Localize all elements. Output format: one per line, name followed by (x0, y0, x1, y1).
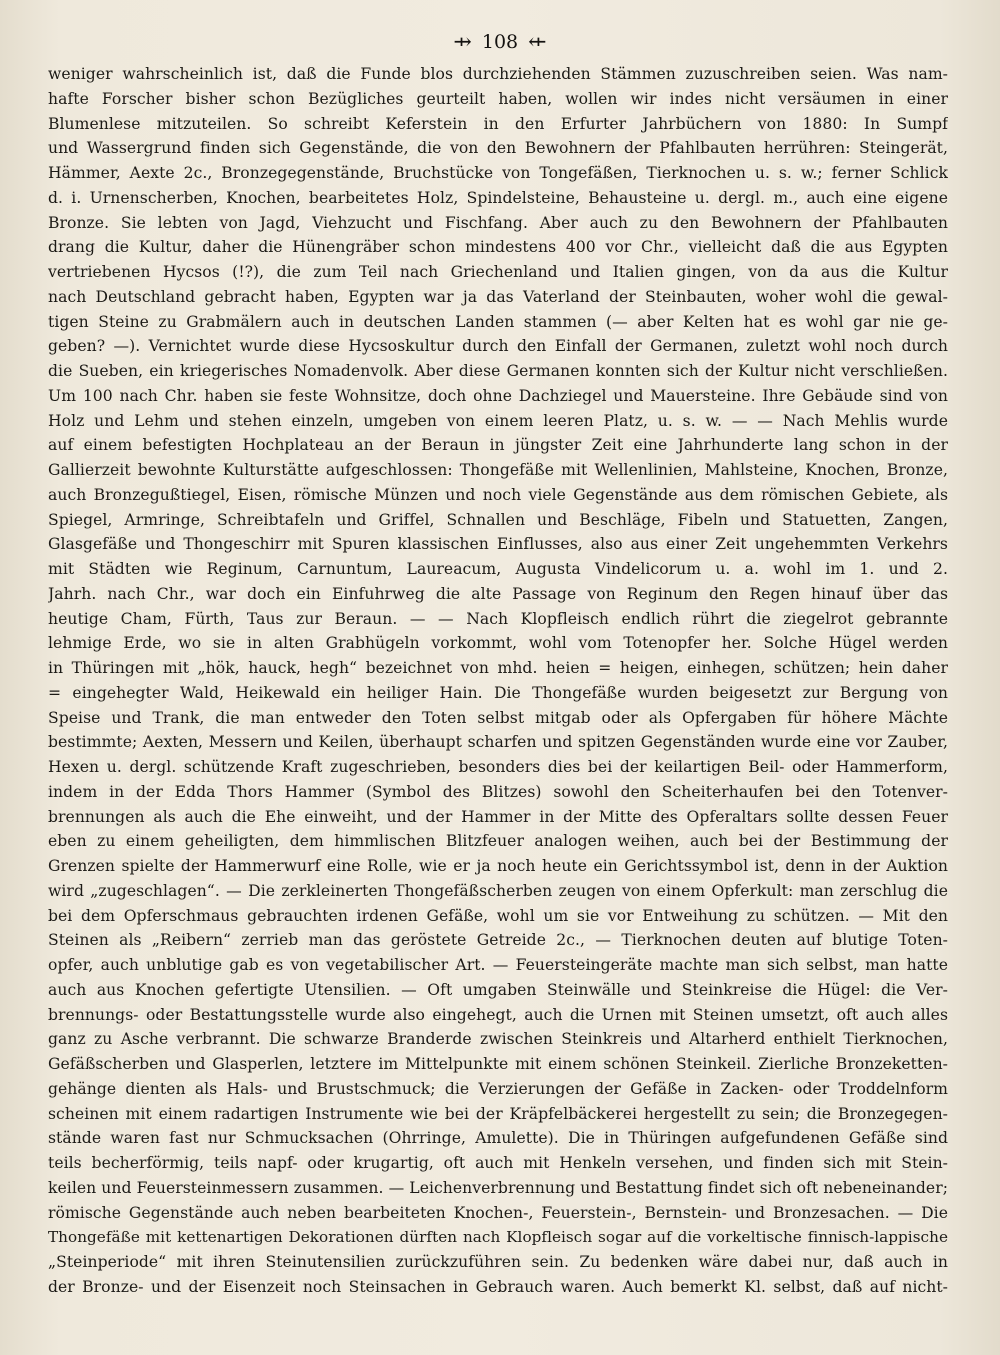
text-line: Steinen als „Reibern“ zerrieb man das geröstete Getreide 2c., — Tierknochen deuten auf blutige Toten- (48, 931, 948, 950)
text-line: tigen Steine zu Grabmälern auch in deutschen Landen stammen (— aber Kelten hat es wohl gar nie ge- (48, 312, 948, 331)
text-line: heutige Cham, Fürth, Taus zur Beraun. — — Nach Klopfleisch endlich rührt die ziegelrot gebrannte (48, 609, 948, 628)
text-line: Bronze. Sie lebten von Jagd, Viehzucht und Fischfang. Aber auch zu den Bewohnern der Pfahlbauten (48, 213, 948, 232)
text-line: Hexen u. dergl. schützende Kraft zugeschrieben, besonders dies bei der keilartigen Beil- oder Hammerform, (48, 758, 948, 776)
text-line: Spiegel, Armringe, Schreibtafeln und Griffel, Schnallen und Beschläge, Fibeln und Statuetten, Zangen, (48, 510, 948, 529)
text-line: Thongefäße mit kettenartigen Dekorationen dürften nach Klopfleisch sogar auf die vorkeltische finnisch-lappische (48, 1228, 948, 1247)
page-number: 108 (481, 31, 519, 53)
text-line: geben? —). Vernichtet wurde diese Hycsoskultur durch den Einfall der Germanen, zuletzt wohl noch durch (48, 337, 948, 356)
text-line: Hämmer, Aexte 2c., Bronzegegenstände, Bruchstücke von Tongefäßen, Tierknochen u. s. w.; ferner Schlick (48, 164, 948, 182)
text-line: lehmige Erde, wo sie in alten Grabhügeln vorkommt, wohl vom Totenopfer her. Solche Hügel werden (48, 634, 948, 653)
text-line: „Steinperiode“ mit ihren Steinutensilien zurückzuführen sein. Zu bedenken wäre dabei nur, daß auch in (48, 1253, 948, 1271)
text-line: keilen und Feuersteinmessern zusammen. — Leichenverbrennung und Bestattung findet sich oft nebeneinander; (48, 1178, 948, 1197)
text-line: auf einem befestigten Hochplateau an der Beraun in jüngster Zeit eine Jahrhunderte lang schon in der (48, 436, 948, 455)
text-line: Gefäßscherben und Glasperlen, letztere im Mittelpunkte mit einem schönen Steinkeil. Zierliche Bronzeketten- (48, 1055, 948, 1073)
text-line: teils becherförmig, teils napf- oder krugartig, oft auch mit Henkeln versehen, und finden sich mit Stein- (48, 1154, 948, 1172)
text-line: römische Gegenstände auch neben bearbeiteten Knochen-, Feuerstein-, Bernstein- und Bronzesachen. — Die (48, 1203, 948, 1222)
text-line: Blumenlese mitzuteilen. So schreibt Keferstein in den Erfurter Jahrbüchern von 1880: In Sumpf (48, 114, 948, 133)
text-line: weniger wahrscheinlich ist, daß die Funde blos durchziehenden Stämmen zuzuschreiben seien. Was nam- (48, 65, 948, 83)
text-line: = eingehegter Wald, Heikewald ein heiliger Hain. Die Thongefäße wurden beigesetzt zur Bergung von (48, 683, 948, 702)
text-line: und Wassergrund finden sich Gegenstände, die von den Bewohnern der Pfahlbauten herrühren: Steingerät, (48, 139, 948, 158)
text-line: scheinen mit einem radartigen Instrumente wie bei der Kräpfelbäckerei hergestellt zu sein; die Bronzegegen- (48, 1104, 948, 1123)
text-line: nach Deutschland gebracht haben, Egypten war ja das Vaterland der Steinbauten, woher wohl die gewal- (48, 287, 948, 306)
text-line: d. i. Urnenscherben, Knochen, bearbeitetes Holz, Spindelsteine, Behausteine u. dergl. m., auch eine eigene (48, 188, 948, 207)
left-arrow-ornament-icon: ⇸ (453, 30, 472, 55)
text-line: in Thüringen mit „hök, hauck, hegh“ bezeichnet von mhd. heien = heigen, einhegen, schützen; hein daher (48, 659, 948, 677)
text-line: brennungs- oder Bestattungsstelle wurde also eingehegt, auch die Urnen mit Steinen umsetzt, oft auch alles (48, 1005, 948, 1024)
text-line: die Sueben, ein kriegerisches Nomadenvolk. Aber diese Germanen konnten sich der Kultur nicht verschließen. (48, 362, 948, 380)
text-line: opfer, auch unblutige gab es von vegetabilischer Art. — Feuersteingeräte machte man sich selbst, man hatte (48, 956, 948, 974)
text-line: Speise und Trank, die man entweder den Toten selbst mitgab oder als Opfergaben für höhere Mächte (48, 708, 948, 727)
text-line: stände waren fast nur Schmucksachen (Ohrringe, Amulette). Die in Thüringen aufgefundenen Gefäße sind (48, 1129, 948, 1148)
right-arrow-ornament-icon: ⇷ (528, 30, 547, 55)
text-line: auch Bronzegußtiegel, Eisen, römische Münzen und noch viele Gegenstände aus dem römischen Gebiete, als (48, 485, 948, 504)
text-line: bestimmte; Aexten, Messern und Keilen, überhaupt scharfen und spitzen Gegenständen wurde eine vor Zauber, (48, 733, 948, 752)
text-line: gehänge dienten als Hals- und Brustschmuck; die Verzierungen der Gefäße in Zacken- oder Troddelnform (48, 1079, 948, 1098)
text-line: Jahrh. nach Chr., war doch ein Einfuhrweg die alte Passage von Reginum den Regen hinauf über das (48, 584, 948, 603)
text-line: Holz und Lehm und stehen einzeln, umgeben von einem leeren Platz, u. s. w. — — Nach Mehlis wurde (48, 411, 948, 430)
text-line: hafte Forscher bisher schon Bezügliches geurteilt haben, wollen wir indes nicht versäumen in einer (48, 89, 948, 108)
text-line: eben zu einem geheiligten, dem himmlischen Blitzfeuer analogen weihen, auch bei der Bestimmung der (48, 832, 948, 851)
text-line: bei dem Opferschmaus gebrauchten irdenen Gefäße, wohl um sie vor Entweihung zu schützen. — Mit den (48, 906, 948, 925)
text-line: brennungen als auch die Ehe einweiht, und der Hammer in der Mitte des Opferaltars sollte dessen Feuer (48, 807, 948, 826)
page-header (0, 30, 1000, 55)
text-line: drang die Kultur, daher die Hünengräber schon mindestens 400 vor Chr., vielleicht daß die aus Egypten (48, 238, 948, 257)
body-text (48, 62, 948, 1300)
text-line: Gallierzeit bewohnte Kulturstätte aufgeschlossen: Thongefäße mit Wellenlinien, Mahlsteine, Knochen, Bronze, (48, 461, 948, 479)
text-line: auch aus Knochen gefertigte Utensilien. — Oft umgaben Steinwälle und Steinkreise die Hügel: die Ver- (48, 980, 948, 999)
text-line: mit Städten wie Reginum, Carnuntum, Laureacum, Augusta Vindelicorum u. a. wohl im 1. und 2. (48, 560, 948, 578)
text-line: Grenzen spielte der Hammerwurf eine Rolle, wie er ja noch heute ein Gerichtssymbol ist, denn in der Auktion (48, 857, 948, 875)
text-line: ganz zu Asche verbrannt. Die schwarze Branderde zwischen Steinkreis und Altarherd enthielt Tierknochen, (48, 1030, 948, 1049)
text-line: wird „zugeschlagen“. — Die zerkleinerten Thongefäßscherben zeugen von einem Opferkult: man zerschlug die (48, 881, 948, 900)
text-line: vertriebenen Hycsos (!?), die zum Teil nach Griechenland und Italien gingen, von da aus die Kultur (48, 263, 948, 281)
text-line: Glasgefäße und Thongeschirr mit Spuren klassischen Einflusses, also aus einer Zeit ungehemmten Verkehrs (48, 535, 948, 554)
text-line: indem in der Edda Thors Hammer (Symbol des Blitzes) sowohl den Scheiterhaufen bei den Totenver- (48, 782, 948, 801)
text-line: Um 100 nach Chr. haben sie feste Wohnsitze, doch ohne Dachziegel und Mauersteine. Ihre Gebäude sind von (48, 386, 948, 405)
text-line: der Bronze- und der Eisenzeit noch Steinsachen in Gebrauch waren. Auch bemerkt Kl. selbst, daß auf nicht- (48, 1277, 948, 1296)
